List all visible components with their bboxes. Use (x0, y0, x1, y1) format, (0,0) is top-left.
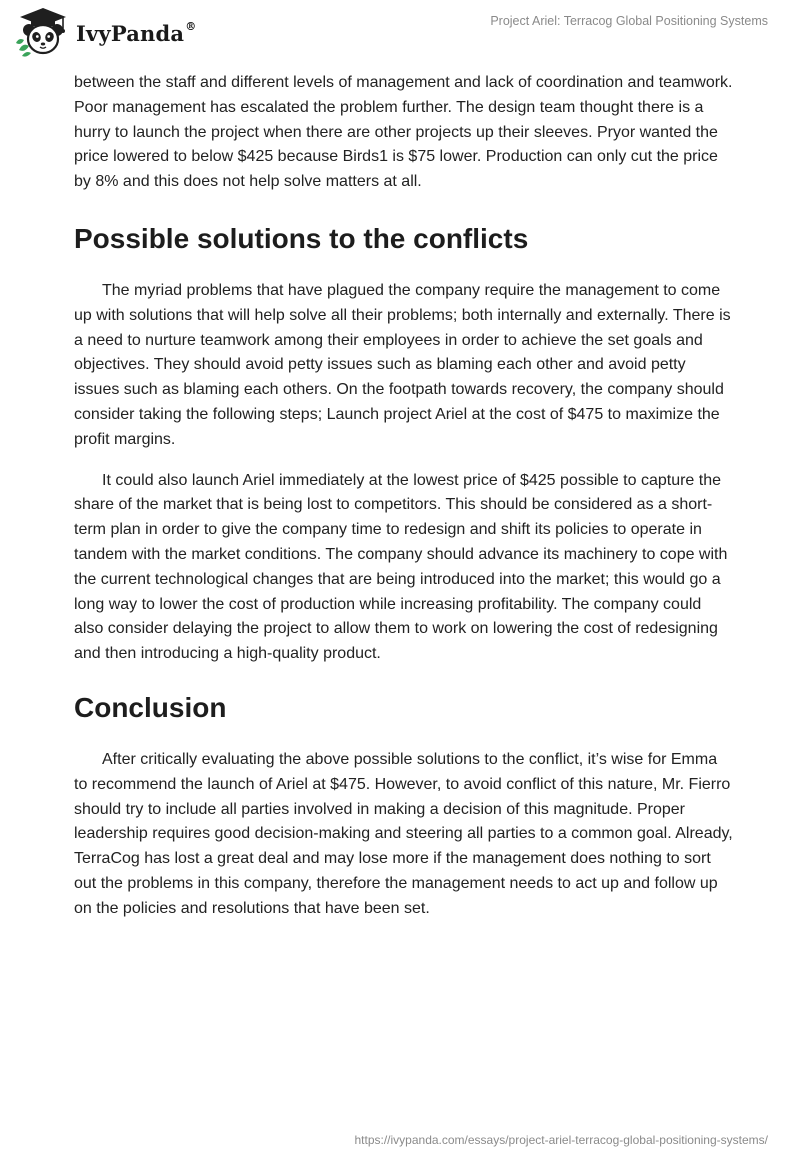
essay-content (74, 71, 734, 922)
conclusion-heading: Conclusion (74, 691, 227, 723)
solutions-heading: Possible solutions to the conflicts (74, 222, 529, 254)
intro-paragraph: between the staff and different levels of management and lack of coordination and teamwork. Poor management has escalated the problem further. The design team thought there is a hurry to launch the project when there are other projects up their sleeves. Pryor wanted the price lowered to below $425 because Birds1 is $75 lower. Production can only cut the price by 8% and this does not help solve matters at all. (74, 74, 733, 191)
brand-name: IvyPanda® (76, 19, 197, 46)
conclusion-paragraph: After critically evaluating the above possible solutions to the conflict, it’s wise for Emma to recommend the launch of Ariel at $475. However, to avoid conflict of this nature, Mr. Fierro should try to include all parties involved in making a decision of this magnitude. Proper leadership requires good decision-making and steering all parties to a common goal. Already, TerraCog has lost a great deal and may lose more if the management does nothing to sort out the problems in this company, therefore the management needs to act up and follow up on the policies and resolutions that have been set. (74, 750, 733, 917)
solutions-paragraph-1: The myriad problems that have plagued the company require the management to come up with solutions that will help solve all their problems; both internally and externally. There is a need to nurture teamwork among their employees in order to achieve the set goals and objectives. They should avoid petty issues such as blaming each other and avoid petty issues such as blaming each others. On the footpath towards recovery, the company should consider taking the following steps; Launch project Ariel at the cost of $475 to maximize the profit margins. (74, 281, 731, 448)
ivypanda-logo[interactable] (14, 6, 196, 58)
panda-graduate-icon (14, 6, 72, 58)
solutions-paragraph-2: It could also launch Ariel immediately at the lowest price of $425 possible to capture the share of the market that is being lost to competitors. This should be considered as a short-term plan in order to give the company time to redesign and shift its policies to operate in tandem with the market conditions. The company should advance its machinery to cope with the current technological changes that are being introduced into the market; this would go a long way to lower the cost of production while increasing profitability. The company could also consider delaying the project to allow them to work on lowering the cost of redesigning and then introducing a high-quality product. (74, 471, 728, 663)
page-header (0, 0, 800, 70)
source-url-link[interactable]: https://ivypanda.com/essays/project-ariel-terracog-global-positioning-systems/ (354, 1133, 768, 1147)
document-title: Project Ariel: Terracog Global Positioning Systems (490, 14, 768, 28)
